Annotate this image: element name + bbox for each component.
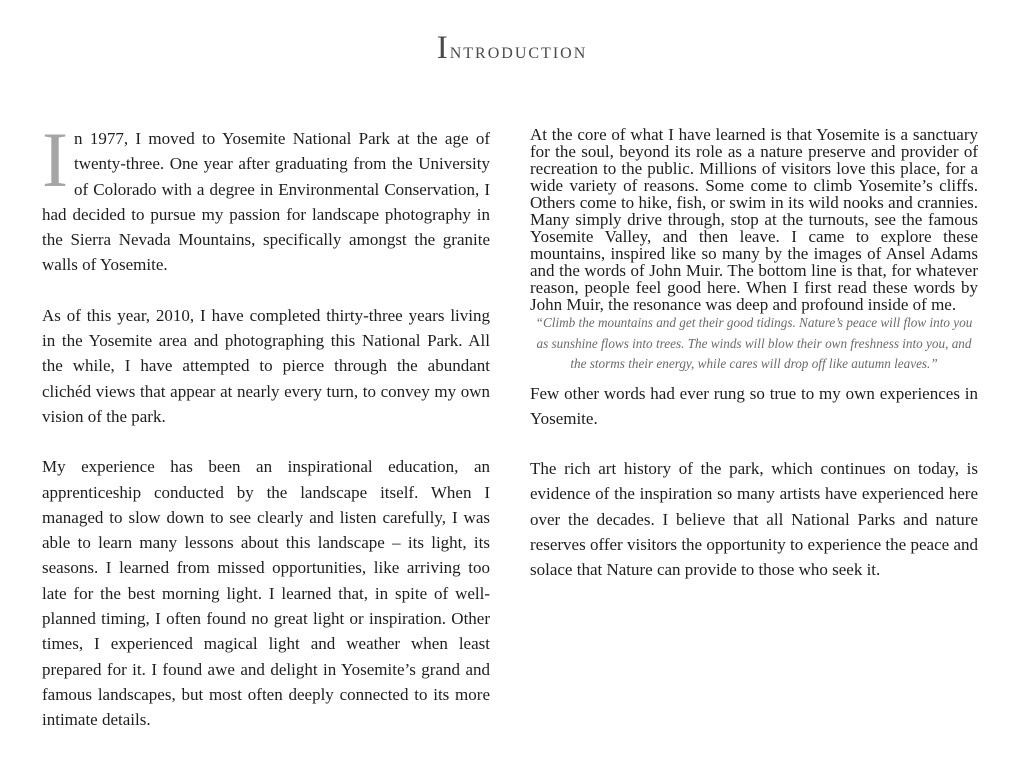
- title-capital: I: [436, 30, 450, 66]
- drop-cap: I: [42, 116, 68, 203]
- title-rest: ntroduction: [449, 38, 588, 63]
- paragraph-3: My experience has been an inspirational education, an apprenticeship conducted by the landscape itself. When I managed to slow down to see clearly and listen carefully, I was able to learn many lessons about this landscape – its light, its seasons. I learned from missed opportunities, like arriving too late for the best morning light. I learned that, in spite of well-planned timing, I often found no great light or inspiration. Other times, I experienced magical light and weather when least prepared for it. I found awe and delight in Yosemite’s grand and famous landscapes, but most often deeply connected to its more intimate details.: [42, 457, 490, 730]
- paragraph-1: [42, 116, 490, 278]
- paragraph-2: As of this year, 2010, I have completed thirty-three years living in the Yosemite area and photographing this National Park. All the while, I have attempted to pierce through the abundant clichéd views that appear at nearly every turn, to convey my own vision of the park.: [42, 305, 490, 426]
- page-title: [0, 30, 1024, 67]
- paragraph-5: Few other words had ever rung so true to my own experiences in Yosemite.: [530, 383, 978, 428]
- paragraph-4: At the core of what I have learned is that Yosemite is a sanctuary for the soul, beyond its role as a nature preserve and provider of recreation to the public. Millions of visitors love this place, for a wide variety of reasons. Some come to climb Yosemite’s cliffs. Others come to hike, fish, or swim in its wild nooks and crannies. Many simply drive through, stop at the turnouts, see the famous Yosemite Valley, and then leave. I came to explore these mountains, inspired like so many by the images of Ansel Adams and the words of John Muir. The bottom line is that, for whatever reason, people feel good here. When I first read these words by John Muir, the resonance was deep and profound inside of me.: [530, 125, 978, 314]
- right-column: [530, 126, 978, 583]
- john-muir-quote: “Climb the mountains and get their good tidings. Nature’s peace will flow into you as sunshine flows into trees. The winds will blow their own freshness into you, and the storms their energy, while cares will drop off like autumn leaves.”: [535, 315, 973, 371]
- paragraph-6: The rich art history of the park, which continues on today, is evidence of the inspiration so many artists have experienced here over the decades. I believe that all National Parks and nature reserves offer visitors the opportunity to experience the peace and solace that Nature can provide to those who seek it.: [530, 459, 978, 580]
- left-column: [42, 116, 490, 733]
- paragraph-1-text: n 1977, I moved to Yosemite National Park at the age of twenty-three. One year after graduating from the University of Colorado with a degree in Environmental Conservation, I had decided to pursue my passion for landscape photography in the Sierra Nevada Mountains, specifically amongst the granite walls of Yosemite.: [42, 129, 490, 275]
